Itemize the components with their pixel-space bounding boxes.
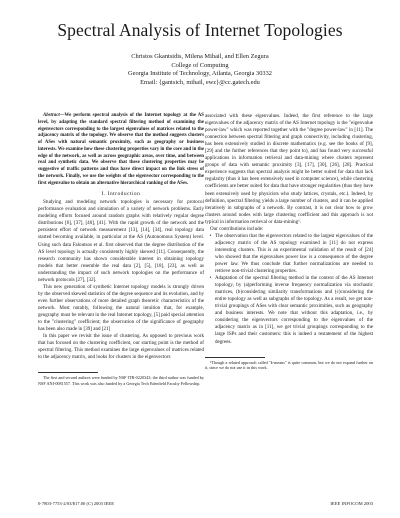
affiliation: College of Computing [171, 61, 229, 69]
institution: Georgia Institute of Technology, Atlanta, Georgia 30332 [128, 70, 272, 78]
funding-footnote: The first and second authors were funded by NSF ITR-0220343; the third author was funded by NSF ANI-0081557. This work was also funded by a Georgia Tech Edenfield Faculty Fellowship. [38, 375, 204, 386]
author-email: Email: {gantsich, mihail, ewz}@cc.gatech.edu [140, 78, 260, 86]
intro-paragraph-2: This new generation of synthetic Internet topology models is strongly driven by the observed skewed statistics of the degree sequence and its evolution, and by even further observations of more detailed graph theoretic characteristics of the network. Most notably, following the natural intuition that, for example, geography must be relevant in the real Internet topology, [5] paid special attention to the "clustering" coefficient; the observation of the significance of geography has been also made in [39] and [21] [38, 283, 204, 333]
list-item [205, 275, 373, 345]
copyright-footer: 0-7803-7753-2/03/$17.00 (C) 2003 IEEE [38, 501, 115, 506]
abstract: Abstract—We perform spectral analysis of the Internet topology at the AS level, by adapting the standard spectral filtering method of examining the eigenvectors corresponding to the largest eigenvalues of matrices related to the adjacency matrix of the topology. We observe that the method suggests clusters of ASes with natural semantic proximity, such as geography or business interests. We examine how these clustering properties vary in the core and in the edge of the network, as well as across geographic areas, over time, and between real and synthetic data. We observe that these clustering properties may be suggestive of traffic patterns and thus have direct impact on the link stress of the network. Finally, we use the weights of the eigenvector corresponding to the first eigenvalue to obtain an alternative hierarchical ranking of the ASes. [38, 113, 204, 186]
right-column [205, 113, 373, 370]
kmeans-footnote: ¹Though a related approach called "k-means" is quite common, but we do not expand further on it, since we do not use it in this work. [205, 359, 373, 370]
contributions-list [205, 233, 373, 346]
bullet-glyph: • [209, 275, 212, 282]
abstract-text: We perform spectral analysis of the Internet topology at the AS level, by adapting the standard spectral filtering method of examining the eigenvectors corresponding to the largest eigenvalues of matrices related to the adjacency matrix of the topology. We observe that the method suggests clusters of ASes with natural semantic proximity, such as geography or business interests. We examine how these clustering properties vary in the core and in the edge of the network, as well as across geographic areas, over time, and between real and synthetic data. We observe that these clustering properties may be suggestive of traffic patterns and thus have direct impact on the link stress of the network. Finally, we use the weights of the eigenvector corresponding to the first eigenvalue to obtain an alternative hierarchical ranking of the ASes. [38, 113, 204, 186]
section-heading-introduction: I. Introduction [101, 191, 141, 198]
contribution-text: Adaptation of the spectral filtering method in the context of the AS Internet topology, by (a)performing inverse frequency normalization via stochastic matrices, (b)considering similarity transformations and (c)considering the entire topology as well as subgraphs of the topology. As a result, we get non-trivial groupings of ASes with clear semantic proximities, such as geography and business interests. We note that without this adaptation, i.e., by considering the eigenvectors corresponding to the eigenvalues of the adjacency matrix as in [11], we get trivial groupings corresponding to the large ISPs and their customers: this is indeed a restatement of the highest degrees. [215, 275, 373, 345]
author-block [0, 53, 400, 87]
conference-footer: IEEE INFOCOM 2003 [330, 501, 373, 506]
footnote-rule [38, 372, 98, 373]
abstract-label: Abstract [43, 113, 60, 118]
author-names: Christos Gkantsidis, Milena Mihail, and Ellen Zegura [131, 53, 269, 60]
left-column [38, 113, 204, 386]
contributions-intro: Our contributions include: [210, 225, 264, 232]
footnote-rule [205, 357, 265, 358]
intro-paragraph-3: In this paper we revisit the issue of clustering. As opposed to previous work that has focused on the clustering coefficient, our starting point is the method of spectral filtering. This method examines the large eigenvalues of matrices related to the adjacency matrix, and looks for clusters in the eigenvectors [38, 333, 204, 361]
paper-title: Spectral Analysis of Internet Topologies [57, 20, 343, 40]
right-paragraph-1: associated with these eigenvalues. Indeed, the first reference to the large eigenvalues of the adjacency matrix of the AS Internet topology is the "eigenvalue power-law" which was reported together with the "degree power-law" in [11]. The connection between spectral filtering and graph connectivity, including clustering, has been extensively studied in discrete mathematics (e.g. see the books of [9], [29] and the further references that they point to), and has found very successful applications in information retrieval and data-mining where clusters represent groups of data with semantic proximity [3], [17], [30], [26], [28]. Practical experience suggests that spectral analysis might be better suited for data that lack regularity (thus it has been extensively used in computer science), while clustering coefficients are better suited for data that have stronger regularities (thus they have been extensively used by physicists who study lattices, crystals, etc.). Indeed, by definition, spectral filtering yields a large number of clusters, and it can be applied iteratively in subgraphs of a network. By contrast, it is not clear how to grow clusters around nodes with large clustering coefficient and this approach is not typical in information retrieval or data-mining¹. [205, 113, 373, 225]
bullet-glyph: • [209, 232, 212, 239]
list-item [205, 233, 373, 275]
contribution-text: The observation that the eigenvectors related to the largest eigenvalues of the adjacency matrix of the AS topology examined in [11] do not express interesting clusters. This is an experimental validation of the result of [24] who showed that the eigenvalues power law is a consequence of the degree power law. We thus conclude that further normalizations are needed to retrieve non-trivial clustering properties. [215, 232, 373, 275]
intro-paragraph-1: Studying and modeling network topologies is necessary for protocol performance evaluation and simulation of a variety of network problems. Early modeling efforts focused around random graphs with relatively regular degree distributions [6], [37], [40], [41]. With the rapid growth of the network and the persistent effort of network measurement [13], [14], [34], real topology data started becoming available, in particular at the AS (Autonomous System) level. Using such data Faloutsos et al. first observed that the degree distribution of the AS level topology is actually consistently highly skewed [11]. Consequently, the research community has shown considerable interest in obtaining topology models that better resemble the real data [2], [5], [18], [23], as well as understanding the impact of such network topologies on the performance of network protocols [27], [32]. [38, 199, 204, 283]
